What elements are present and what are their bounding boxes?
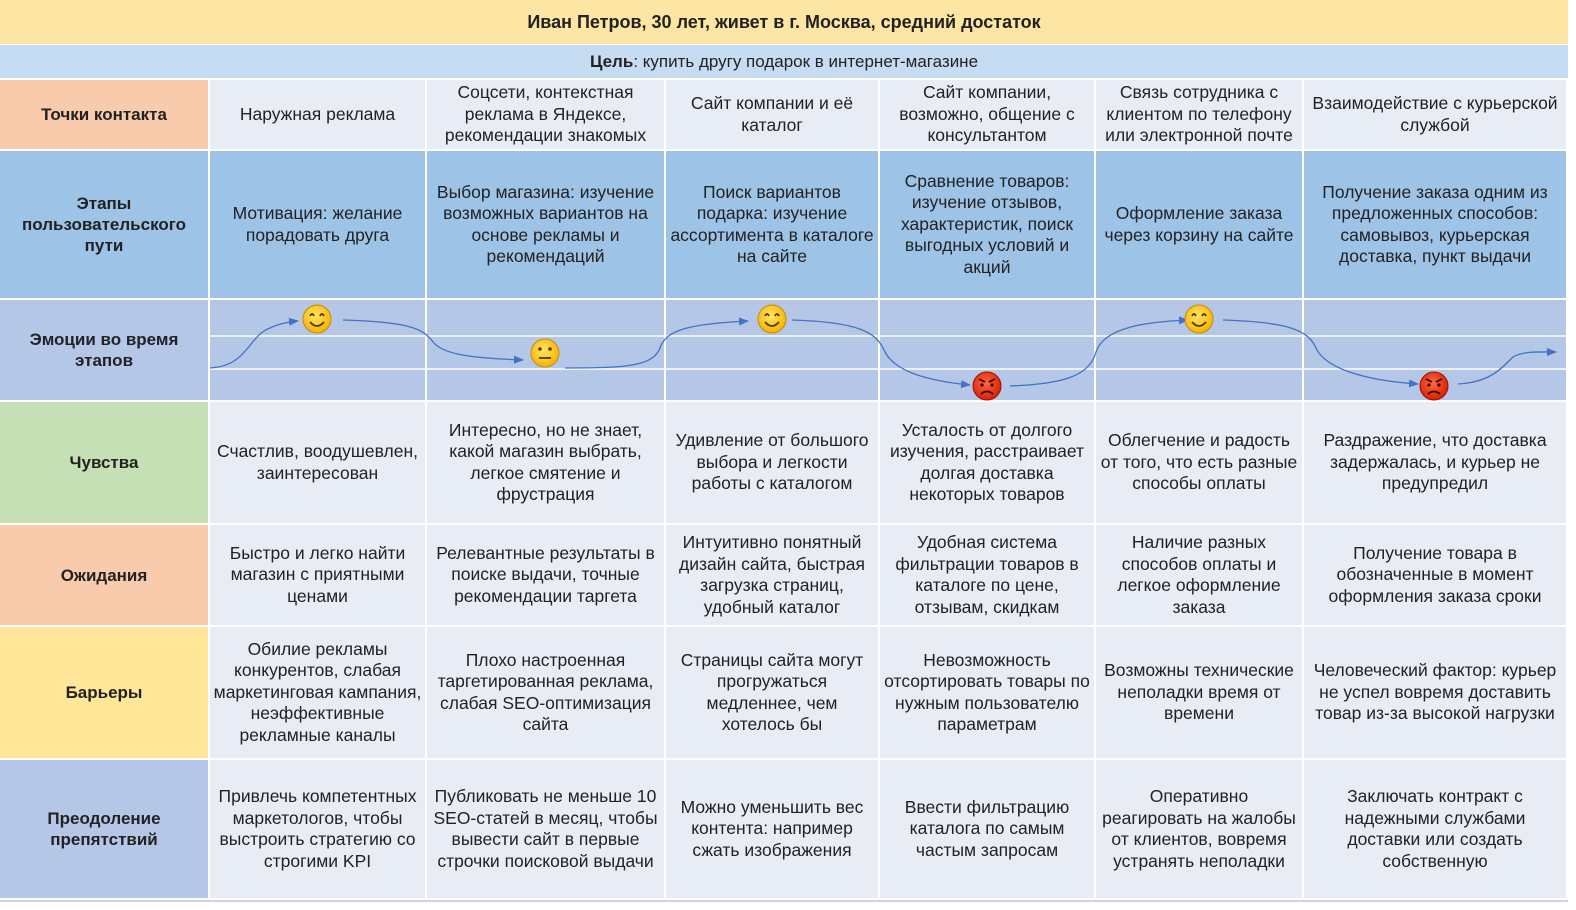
stages-cell-6: Получение заказа одним из предложенных способов: самовывоз, курьерская доставка, пункт выдачи (1304, 151, 1568, 300)
row-header-expectations: Ожидания (0, 525, 210, 627)
row-header-stages: Этапы пользовательского пути (0, 151, 210, 300)
feelings-cell-3: Удивление от большого выбора и легкости работы с каталогом (666, 402, 880, 525)
overcoming-cell-1: Привлечь компетентных маркетологов, чтобы выстроить стратегию со строгими KPI (210, 760, 427, 900)
expectations-cell-3: Интуитивно понятный дизайн сайта, быстрая загрузка страниц, удобный каталог (666, 525, 880, 627)
table-bottom-border (0, 900, 1568, 902)
angry-face-icon (973, 372, 1001, 400)
feelings-cell-2: Интересно, но не знает, какой магазин выбрать, легкое смятение и фрустрация (427, 402, 666, 525)
feelings-cell-4: Усталость от долгого изучения, расстраивает долгая доставка некоторых товаров (880, 402, 1096, 525)
emotion-arrow-3 (565, 321, 748, 368)
emotion-arrow-2 (343, 320, 523, 360)
page-title: Иван Петров, 30 лет, живет в г. Москва, средний достаток (0, 0, 1568, 44)
stages-cell-5: Оформление заказа через корзину на сайте (1096, 151, 1304, 300)
feelings-cell-5: Облегчение и радость от того, что есть разные способы оплаты (1096, 402, 1304, 525)
emotion-arrow-4 (792, 320, 970, 385)
row-header-feelings: Чувства (0, 402, 210, 525)
emotion-curve (208, 300, 1568, 402)
barriers-cell-1: Обилие рекламы конкурентов, слабая маркетинговая кампания, неэффективные рекламные каналы (210, 627, 427, 760)
stages-cell-4: Сравнение товаров: изучение отзывов, характеристик, поиск выгодных условий и акций (880, 151, 1096, 300)
goal-text: : купить другу подарок в интернет-магазине (633, 51, 979, 71)
expectations-cell-1: Быстро и легко найти магазин с приятными ценами (210, 525, 427, 627)
overcoming-cell-5: Оперативно реагировать на жалобы от клиентов, вовремя устранять неполадки (1096, 760, 1304, 900)
row-header-emotions: Эмоции во время этапов (0, 300, 210, 402)
barriers-cell-6: Человеческий фактор: курьер не успел вовремя доставить товар из-за высокой нагрузки (1304, 627, 1568, 760)
expectations-cell-6: Получение товара в обозначенные в момент оформления заказа сроки (1304, 525, 1568, 627)
angry-face-icon (1420, 372, 1448, 400)
stages-cell-1: Мотивация: желание порадовать друга (210, 151, 427, 300)
row-header-touchpoints: Точки контакта (0, 80, 210, 151)
row-header-barriers: Барьеры (0, 627, 210, 760)
emotion-arrow-5 (1010, 320, 1188, 386)
goal-banner (0, 45, 1568, 78)
neutral-face-icon (531, 339, 559, 367)
touchpoints-cell-3: Сайт компании и её каталог (666, 80, 880, 151)
touchpoints-cell-1: Наружная реклама (210, 80, 427, 151)
happy-face-icon (758, 305, 786, 333)
touchpoints-cell-2: Соцсети, контекстная реклама в Яндексе, рекомендации знакомых (427, 80, 666, 151)
barriers-cell-2: Плохо настроенная таргетированная реклама, слабая SEO-оптимизация сайта (427, 627, 666, 760)
emotion-arrow-1 (210, 321, 298, 368)
touchpoints-cell-4: Сайт компании, возможно, общение с консультантом (880, 80, 1096, 151)
touchpoints-cell-5: Связь сотрудника с клиентом по телефону или электронной почте (1096, 80, 1304, 151)
barriers-cell-5: Возможны технические неполадки время от времени (1096, 627, 1304, 760)
stages-cell-3: Поиск вариантов подарка: изучение ассортимента в каталоге на сайте (666, 151, 880, 300)
feelings-cell-1: Счастлив, воодушевлен, заинтересован (210, 402, 427, 525)
expectations-cell-5: Наличие разных способов оплаты и легкое оформление заказа (1096, 525, 1304, 627)
stages-cell-2: Выбор магазина: изучение возможных вариантов на основе рекламы и рекомендаций (427, 151, 666, 300)
overcoming-cell-6: Заключать контракт с надежными службами доставки или создать собственную (1304, 760, 1568, 900)
barriers-cell-4: Невозможность отсортировать товары по нужным пользователю параметрам (880, 627, 1096, 760)
overcoming-cell-2: Публиковать не меньше 10 SEO-статей в месяц, чтобы вывести сайт в первые строчки поисковой выдачи (427, 760, 666, 900)
happy-face-icon (303, 305, 331, 333)
overcoming-cell-3: Можно уменьшить вес контента: например сжать изображения (666, 760, 880, 900)
overcoming-cell-4: Ввести фильтрацию каталога по самым частым запросам (880, 760, 1096, 900)
feelings-cell-6: Раздражение, что доставка задержалась, и курьер не предупредил (1304, 402, 1568, 525)
emotion-arrow-7 (1458, 352, 1556, 384)
emotion-arrow-6 (1223, 320, 1418, 384)
touchpoints-cell-6: Взаимодействие с курьерской службой (1304, 80, 1568, 151)
barriers-cell-3: Страницы сайта могут прогружаться медленнее, чем хотелось бы (666, 627, 880, 760)
happy-face-icon (1185, 305, 1213, 333)
expectations-cell-4: Удобная система фильтрации товаров в каталоге по цене, отзывам, скидкам (880, 525, 1096, 627)
expectations-cell-2: Релевантные результаты в поиске выдачи, точные рекомендации таргета (427, 525, 666, 627)
goal-label: Цель (589, 51, 634, 71)
row-header-overcoming: Преодоление препятствий (0, 760, 210, 900)
